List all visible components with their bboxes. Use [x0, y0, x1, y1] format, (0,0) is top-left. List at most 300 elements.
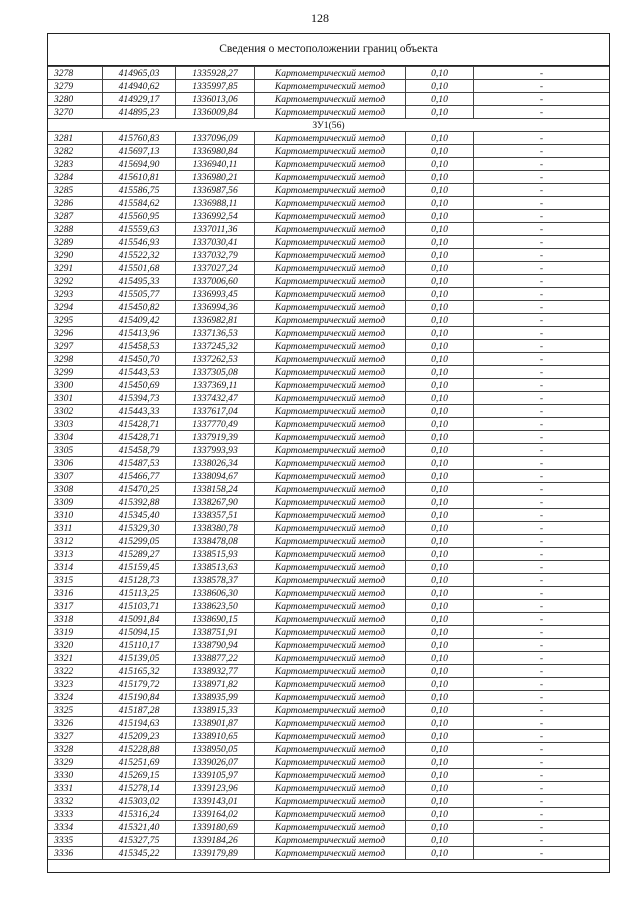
coordinate-y-cell: 1338790,94: [176, 639, 255, 652]
table-row: [48, 769, 609, 782]
table-row: [48, 561, 609, 574]
point-number-cell: 3330: [48, 769, 103, 782]
description-cell: -: [474, 405, 610, 418]
boundary-table-frame: [47, 33, 610, 873]
method-cell: Картометрический метод: [255, 67, 406, 80]
description-cell: -: [474, 431, 610, 444]
coordinate-y-cell: 1337262,53: [176, 353, 255, 366]
coordinate-x-cell: 415316,24: [103, 808, 176, 821]
method-cell: Картометрический метод: [255, 314, 406, 327]
table-row: [48, 782, 609, 795]
accuracy-cell: 0,10: [406, 457, 474, 470]
table-row: [48, 171, 609, 184]
point-number-cell: 3281: [48, 132, 103, 145]
point-number-cell: 3285: [48, 184, 103, 197]
method-cell: Картометрический метод: [255, 639, 406, 652]
accuracy-cell: 0,10: [406, 288, 474, 301]
table-row: [48, 145, 609, 158]
accuracy-cell: 0,10: [406, 795, 474, 808]
coordinate-x-cell: 415697,13: [103, 145, 176, 158]
table-row: [48, 366, 609, 379]
point-number-cell: 3282: [48, 145, 103, 158]
method-cell: Картометрический метод: [255, 561, 406, 574]
coordinate-x-cell: 415113,25: [103, 587, 176, 600]
coordinate-x-cell: 415450,82: [103, 301, 176, 314]
table-row: [48, 236, 609, 249]
description-cell: -: [474, 678, 610, 691]
table-row: [48, 756, 609, 769]
coordinate-x-cell: 415458,79: [103, 444, 176, 457]
coordinate-y-cell: 1338751,91: [176, 626, 255, 639]
method-cell: Картометрический метод: [255, 327, 406, 340]
coordinate-x-cell: 414895,23: [103, 106, 176, 119]
coordinate-y-cell: 1337432,47: [176, 392, 255, 405]
method-cell: Картометрический метод: [255, 275, 406, 288]
coordinate-y-cell: 1338690,15: [176, 613, 255, 626]
coordinate-x-cell: 415409,42: [103, 314, 176, 327]
coordinate-y-cell: 1338623,50: [176, 600, 255, 613]
point-number-cell: 3327: [48, 730, 103, 743]
coordinate-y-cell: 1339026,07: [176, 756, 255, 769]
description-cell: -: [474, 665, 610, 678]
description-cell: -: [474, 691, 610, 704]
description-cell: -: [474, 574, 610, 587]
point-number-cell: 3279: [48, 80, 103, 93]
table-row: [48, 431, 609, 444]
coordinate-y-cell: 1336987,56: [176, 184, 255, 197]
table-row: [48, 249, 609, 262]
table-row: [48, 67, 609, 80]
method-cell: Картометрический метод: [255, 704, 406, 717]
point-number-cell: 3319: [48, 626, 103, 639]
accuracy-cell: 0,10: [406, 145, 474, 158]
accuracy-cell: 0,10: [406, 522, 474, 535]
description-cell: -: [474, 496, 610, 509]
coordinate-y-cell: 1337770,49: [176, 418, 255, 431]
method-cell: Картометрический метод: [255, 587, 406, 600]
table-row: [48, 535, 609, 548]
method-cell: Картометрический метод: [255, 457, 406, 470]
accuracy-cell: 0,10: [406, 197, 474, 210]
coordinate-x-cell: 415394,73: [103, 392, 176, 405]
point-number-cell: 3334: [48, 821, 103, 834]
method-cell: Картометрический метод: [255, 808, 406, 821]
coordinate-x-cell: 415289,27: [103, 548, 176, 561]
accuracy-cell: 0,10: [406, 600, 474, 613]
accuracy-cell: 0,10: [406, 561, 474, 574]
method-cell: Картометрический метод: [255, 392, 406, 405]
coordinate-y-cell: 1337305,08: [176, 366, 255, 379]
coordinate-y-cell: 1336980,84: [176, 145, 255, 158]
coordinate-y-cell: 1337011,36: [176, 223, 255, 236]
table-row: [48, 223, 609, 236]
method-cell: Картометрический метод: [255, 665, 406, 678]
coordinate-y-cell: 1336988,11: [176, 197, 255, 210]
coordinate-y-cell: 1338094,67: [176, 470, 255, 483]
coordinate-y-cell: 1336993,45: [176, 288, 255, 301]
point-number-cell: 3283: [48, 158, 103, 171]
accuracy-cell: 0,10: [406, 834, 474, 847]
description-cell: -: [474, 353, 610, 366]
coordinate-y-cell: 1338935,99: [176, 691, 255, 704]
accuracy-cell: 0,10: [406, 626, 474, 639]
point-number-cell: 3305: [48, 444, 103, 457]
accuracy-cell: 0,10: [406, 639, 474, 652]
coordinate-y-cell: 1338158,24: [176, 483, 255, 496]
point-number-cell: 3322: [48, 665, 103, 678]
table-title: Сведения о местоположении границ объекта: [48, 34, 609, 66]
point-number-cell: 3329: [48, 756, 103, 769]
coordinate-x-cell: 415470,25: [103, 483, 176, 496]
method-cell: Картометрический метод: [255, 717, 406, 730]
coordinate-y-cell: 1339143,01: [176, 795, 255, 808]
description-cell: -: [474, 535, 610, 548]
table-row: [48, 444, 609, 457]
accuracy-cell: 0,10: [406, 691, 474, 704]
table-row: [48, 470, 609, 483]
coordinate-x-cell: 415458,53: [103, 340, 176, 353]
table-row: [48, 496, 609, 509]
table-row: [48, 821, 609, 834]
accuracy-cell: 0,10: [406, 236, 474, 249]
description-cell: -: [474, 639, 610, 652]
method-cell: Картометрический метод: [255, 145, 406, 158]
coordinate-x-cell: 415443,33: [103, 405, 176, 418]
accuracy-cell: 0,10: [406, 210, 474, 223]
point-number-cell: 3293: [48, 288, 103, 301]
table-row: [48, 301, 609, 314]
point-number-cell: 3309: [48, 496, 103, 509]
method-cell: Картометрический метод: [255, 184, 406, 197]
coordinate-x-cell: 415091,84: [103, 613, 176, 626]
coordinate-x-cell: 415094,15: [103, 626, 176, 639]
point-number-cell: 3317: [48, 600, 103, 613]
coordinate-x-cell: 415110,17: [103, 639, 176, 652]
table-row: [48, 847, 609, 860]
coordinate-x-cell: 415428,71: [103, 418, 176, 431]
method-cell: Картометрический метод: [255, 444, 406, 457]
table-row: [48, 379, 609, 392]
description-cell: -: [474, 379, 610, 392]
description-cell: -: [474, 158, 610, 171]
coordinate-y-cell: 1339184,26: [176, 834, 255, 847]
coordinate-x-cell: 415443,53: [103, 366, 176, 379]
coordinate-x-cell: 415505,77: [103, 288, 176, 301]
table-row: [48, 197, 609, 210]
accuracy-cell: 0,10: [406, 756, 474, 769]
method-cell: Картометрический метод: [255, 834, 406, 847]
table-row: [48, 132, 609, 145]
coordinate-y-cell: 1338910,65: [176, 730, 255, 743]
method-cell: Картометрический метод: [255, 93, 406, 106]
table-row: [48, 587, 609, 600]
table-row: [48, 717, 609, 730]
point-number-cell: 3312: [48, 535, 103, 548]
coordinate-y-cell: 1337006,60: [176, 275, 255, 288]
table-row: [48, 340, 609, 353]
accuracy-cell: 0,10: [406, 444, 474, 457]
method-cell: Картометрический метод: [255, 171, 406, 184]
table-row: [48, 574, 609, 587]
method-cell: Картометрический метод: [255, 678, 406, 691]
point-number-cell: 3287: [48, 210, 103, 223]
point-number-cell: 3303: [48, 418, 103, 431]
point-number-cell: 3289: [48, 236, 103, 249]
coordinate-y-cell: 1338932,77: [176, 665, 255, 678]
point-number-cell: 3323: [48, 678, 103, 691]
coordinate-x-cell: 415321,40: [103, 821, 176, 834]
coordinate-x-cell: 415128,73: [103, 574, 176, 587]
coordinate-x-cell: 415194,63: [103, 717, 176, 730]
description-cell: -: [474, 652, 610, 665]
coordinate-y-cell: 1339105,97: [176, 769, 255, 782]
method-cell: Картометрический метод: [255, 509, 406, 522]
table-row: [48, 353, 609, 366]
method-cell: Картометрический метод: [255, 535, 406, 548]
method-cell: Картометрический метод: [255, 106, 406, 119]
method-cell: Картометрический метод: [255, 821, 406, 834]
description-cell: -: [474, 548, 610, 561]
point-number-cell: 3315: [48, 574, 103, 587]
method-cell: Картометрический метод: [255, 431, 406, 444]
description-cell: -: [474, 366, 610, 379]
point-number-cell: 3333: [48, 808, 103, 821]
table-row: [48, 184, 609, 197]
description-cell: -: [474, 782, 610, 795]
description-cell: -: [474, 483, 610, 496]
section-header-row: [48, 119, 609, 132]
method-cell: Картометрический метод: [255, 574, 406, 587]
table-row: [48, 730, 609, 743]
accuracy-cell: 0,10: [406, 535, 474, 548]
description-cell: -: [474, 223, 610, 236]
point-number-cell: 3324: [48, 691, 103, 704]
description-cell: -: [474, 236, 610, 249]
coordinate-y-cell: 1338915,33: [176, 704, 255, 717]
point-number-cell: 3311: [48, 522, 103, 535]
point-number-cell: 3325: [48, 704, 103, 717]
method-cell: Картометрический метод: [255, 496, 406, 509]
coordinate-x-cell: 415327,75: [103, 834, 176, 847]
description-cell: -: [474, 847, 610, 860]
description-cell: -: [474, 184, 610, 197]
description-cell: -: [474, 327, 610, 340]
description-cell: -: [474, 132, 610, 145]
point-number-cell: 3310: [48, 509, 103, 522]
accuracy-cell: 0,10: [406, 405, 474, 418]
table-row: [48, 327, 609, 340]
description-cell: -: [474, 106, 610, 119]
point-number-cell: 3270: [48, 106, 103, 119]
coordinate-x-cell: 415392,88: [103, 496, 176, 509]
description-cell: -: [474, 834, 610, 847]
description-cell: -: [474, 288, 610, 301]
coordinate-x-cell: 415560,95: [103, 210, 176, 223]
coordinate-y-cell: 1338515,93: [176, 548, 255, 561]
description-cell: -: [474, 795, 610, 808]
method-cell: Картометрический метод: [255, 210, 406, 223]
method-cell: Картометрический метод: [255, 795, 406, 808]
point-number-cell: 3336: [48, 847, 103, 860]
point-number-cell: 3332: [48, 795, 103, 808]
description-cell: -: [474, 444, 610, 457]
table-row: [48, 275, 609, 288]
description-cell: -: [474, 457, 610, 470]
description-cell: -: [474, 262, 610, 275]
method-cell: Картометрический метод: [255, 262, 406, 275]
accuracy-cell: 0,10: [406, 470, 474, 483]
description-cell: -: [474, 392, 610, 405]
accuracy-cell: 0,10: [406, 171, 474, 184]
coordinate-y-cell: 1335997,85: [176, 80, 255, 93]
coordinate-y-cell: 1336982,81: [176, 314, 255, 327]
point-number-cell: 3320: [48, 639, 103, 652]
coordinate-y-cell: 1338901,87: [176, 717, 255, 730]
point-number-cell: 3300: [48, 379, 103, 392]
method-cell: Картометрический метод: [255, 418, 406, 431]
coordinate-x-cell: 415495,33: [103, 275, 176, 288]
accuracy-cell: 0,10: [406, 132, 474, 145]
accuracy-cell: 0,10: [406, 418, 474, 431]
accuracy-cell: 0,10: [406, 184, 474, 197]
point-number-cell: 3280: [48, 93, 103, 106]
description-cell: -: [474, 67, 610, 80]
coordinate-y-cell: 1338950,05: [176, 743, 255, 756]
table-row: [48, 314, 609, 327]
point-number-cell: 3296: [48, 327, 103, 340]
table-row: [48, 392, 609, 405]
coordinate-x-cell: 415269,15: [103, 769, 176, 782]
accuracy-cell: 0,10: [406, 106, 474, 119]
method-cell: Картометрический метод: [255, 301, 406, 314]
description-cell: -: [474, 301, 610, 314]
point-number-cell: 3292: [48, 275, 103, 288]
method-cell: Картометрический метод: [255, 158, 406, 171]
point-number-cell: 3294: [48, 301, 103, 314]
coordinates-table: [48, 66, 609, 860]
table-row: [48, 743, 609, 756]
description-cell: -: [474, 418, 610, 431]
accuracy-cell: 0,10: [406, 652, 474, 665]
table-row: [48, 834, 609, 847]
accuracy-cell: 0,10: [406, 730, 474, 743]
coordinate-y-cell: 1338513,63: [176, 561, 255, 574]
coordinate-x-cell: 415345,22: [103, 847, 176, 860]
coordinate-x-cell: 414940,62: [103, 80, 176, 93]
description-cell: -: [474, 717, 610, 730]
description-cell: -: [474, 821, 610, 834]
coordinate-y-cell: 1338877,22: [176, 652, 255, 665]
coordinate-x-cell: 415345,40: [103, 509, 176, 522]
description-cell: -: [474, 808, 610, 821]
method-cell: Картометрический метод: [255, 366, 406, 379]
description-cell: -: [474, 756, 610, 769]
method-cell: Картометрический метод: [255, 132, 406, 145]
coordinate-y-cell: 1337245,32: [176, 340, 255, 353]
description-cell: -: [474, 197, 610, 210]
coordinate-y-cell: 1337617,04: [176, 405, 255, 418]
section-header-group: [48, 119, 609, 132]
coordinate-x-cell: 415466,77: [103, 470, 176, 483]
table-row: [48, 522, 609, 535]
coordinate-x-cell: 415584,62: [103, 197, 176, 210]
method-cell: Картометрический метод: [255, 236, 406, 249]
point-number-cell: 3314: [48, 561, 103, 574]
coordinate-x-cell: 415251,69: [103, 756, 176, 769]
coordinate-y-cell: 1338380,78: [176, 522, 255, 535]
point-number-cell: 3306: [48, 457, 103, 470]
table-row: [48, 80, 609, 93]
method-cell: Картометрический метод: [255, 80, 406, 93]
description-cell: -: [474, 470, 610, 483]
accuracy-cell: 0,10: [406, 275, 474, 288]
point-number-cell: 3278: [48, 67, 103, 80]
coordinate-y-cell: 1336994,36: [176, 301, 255, 314]
description-cell: -: [474, 600, 610, 613]
method-cell: Картометрический метод: [255, 613, 406, 626]
accuracy-cell: 0,10: [406, 93, 474, 106]
accuracy-cell: 0,10: [406, 340, 474, 353]
coordinate-y-cell: 1338971,82: [176, 678, 255, 691]
description-cell: -: [474, 171, 610, 184]
point-number-cell: 3307: [48, 470, 103, 483]
accuracy-cell: 0,10: [406, 158, 474, 171]
rows-after-section: [48, 132, 609, 860]
method-cell: Картометрический метод: [255, 743, 406, 756]
table-row: [48, 405, 609, 418]
page-number: 128: [311, 11, 329, 25]
accuracy-cell: 0,10: [406, 379, 474, 392]
coordinate-y-cell: 1338357,51: [176, 509, 255, 522]
accuracy-cell: 0,10: [406, 782, 474, 795]
point-number-cell: 3295: [48, 314, 103, 327]
table-row: [48, 704, 609, 717]
point-number-cell: 3321: [48, 652, 103, 665]
table-row: [48, 613, 609, 626]
coordinate-y-cell: 1338606,30: [176, 587, 255, 600]
method-cell: Картометрический метод: [255, 483, 406, 496]
description-cell: -: [474, 587, 610, 600]
accuracy-cell: 0,10: [406, 665, 474, 678]
accuracy-cell: 0,10: [406, 509, 474, 522]
method-cell: Картометрический метод: [255, 379, 406, 392]
accuracy-cell: 0,10: [406, 366, 474, 379]
description-cell: -: [474, 145, 610, 158]
accuracy-cell: 0,10: [406, 392, 474, 405]
accuracy-cell: 0,10: [406, 587, 474, 600]
description-cell: -: [474, 730, 610, 743]
coordinate-x-cell: 415139,05: [103, 652, 176, 665]
coordinate-x-cell: 415428,71: [103, 431, 176, 444]
accuracy-cell: 0,10: [406, 808, 474, 821]
description-cell: -: [474, 522, 610, 535]
point-number-cell: 3316: [48, 587, 103, 600]
description-cell: -: [474, 509, 610, 522]
accuracy-cell: 0,10: [406, 769, 474, 782]
point-number-cell: 3335: [48, 834, 103, 847]
table-row: [48, 639, 609, 652]
coordinate-y-cell: 1335928,27: [176, 67, 255, 80]
method-cell: Картометрический метод: [255, 405, 406, 418]
coordinate-x-cell: 415694,90: [103, 158, 176, 171]
accuracy-cell: 0,10: [406, 821, 474, 834]
point-number-cell: 3304: [48, 431, 103, 444]
point-number-cell: 3299: [48, 366, 103, 379]
description-cell: -: [474, 743, 610, 756]
coordinate-y-cell: 1337919,39: [176, 431, 255, 444]
description-cell: -: [474, 80, 610, 93]
method-cell: Картометрический метод: [255, 691, 406, 704]
